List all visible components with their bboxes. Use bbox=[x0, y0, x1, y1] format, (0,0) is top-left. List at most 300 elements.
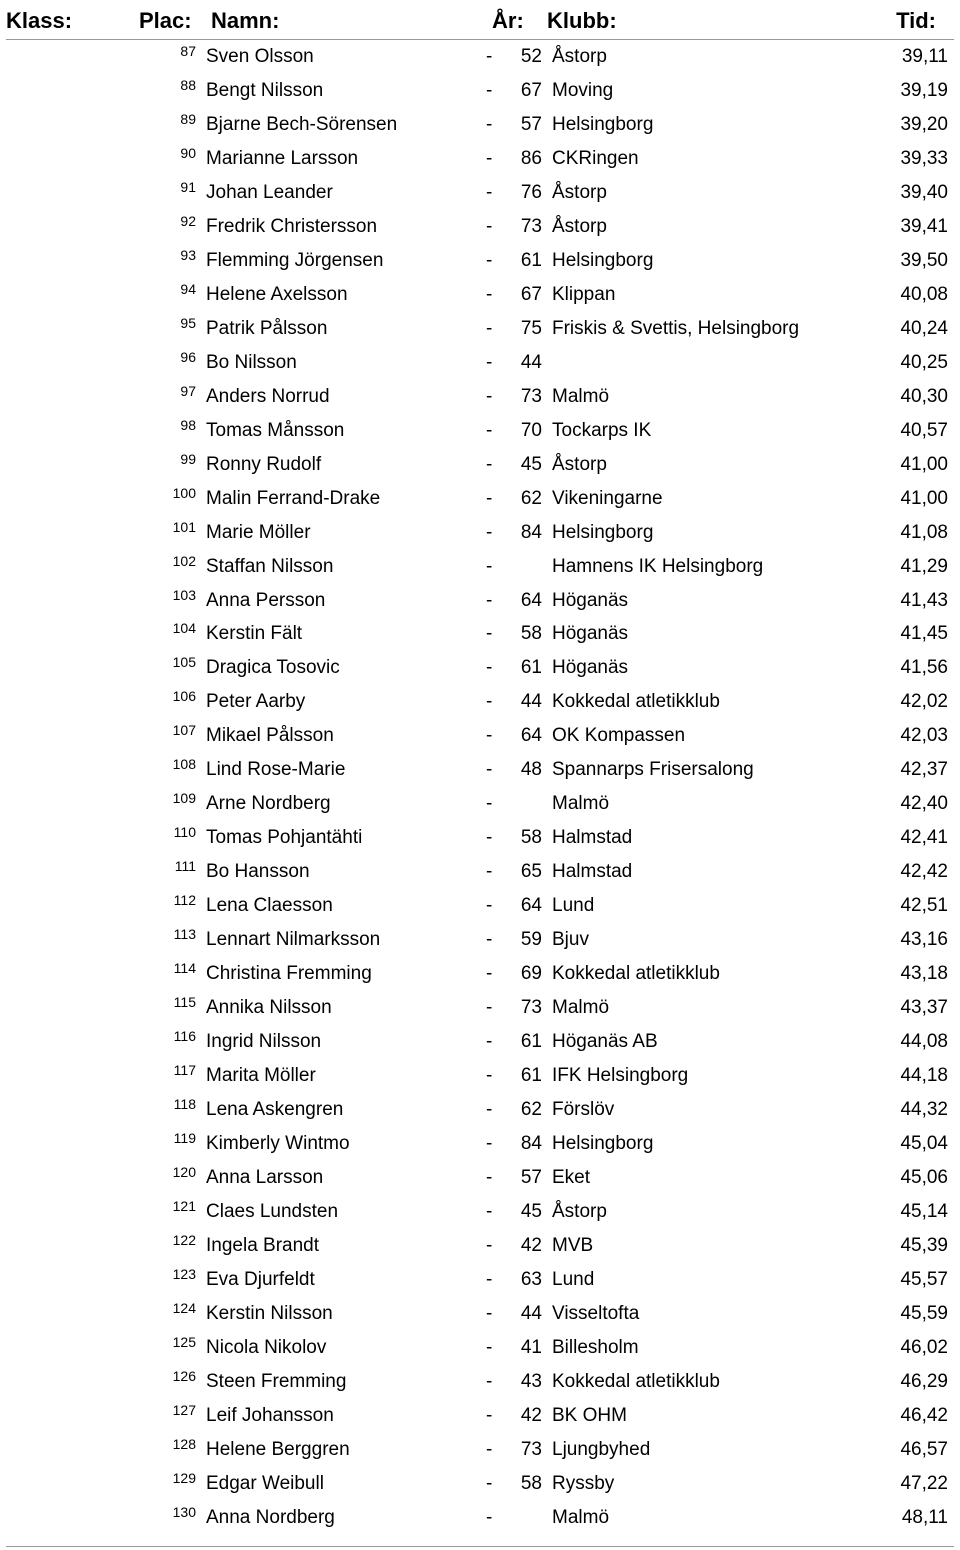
result-namn: Edgar Weibull bbox=[206, 1472, 324, 1494]
result-plac: 104 bbox=[172, 620, 196, 637]
result-dash: - bbox=[486, 487, 493, 509]
result-ar: 44 bbox=[520, 351, 542, 373]
result-namn: Ingrid Nilsson bbox=[206, 1031, 322, 1053]
result-plac: 90 bbox=[180, 144, 196, 161]
result-dash: - bbox=[486, 1065, 493, 1087]
result-plac: 125 bbox=[172, 1333, 196, 1350]
result-plac: 100 bbox=[172, 484, 196, 501]
result-klubb: Billesholm bbox=[552, 1336, 639, 1358]
result-ar: 45 bbox=[520, 1200, 542, 1222]
result-row bbox=[0, 1433, 960, 1467]
result-tid: 46,42 bbox=[900, 1404, 948, 1426]
result-tid: 45,06 bbox=[900, 1167, 948, 1188]
result-klubb: Ljungbyhed bbox=[552, 1438, 651, 1460]
result-row bbox=[0, 516, 960, 550]
result-plac: 92 bbox=[180, 212, 196, 229]
result-plac: 97 bbox=[180, 382, 196, 399]
result-klubb: Friskis & Svettis, Helsingborg bbox=[552, 317, 800, 339]
result-plac: 93 bbox=[180, 246, 196, 263]
header-ar: År: bbox=[492, 8, 524, 33]
result-tid: 45,57 bbox=[900, 1268, 948, 1290]
result-namn: Marianne Larsson bbox=[206, 147, 359, 169]
result-tid: 40,25 bbox=[900, 351, 948, 373]
result-plac: 119 bbox=[173, 1130, 196, 1147]
result-dash: - bbox=[486, 1336, 493, 1358]
result-tid: 39,20 bbox=[900, 113, 948, 135]
result-row bbox=[0, 651, 960, 685]
result-dash: - bbox=[486, 1404, 493, 1426]
result-plac: 117 bbox=[173, 1062, 196, 1079]
result-ar: 58 bbox=[520, 827, 542, 849]
result-klubb: BK OHM bbox=[552, 1404, 627, 1426]
result-dash: - bbox=[486, 351, 493, 373]
result-dash: - bbox=[486, 385, 493, 407]
result-tid: 43,37 bbox=[900, 997, 948, 1019]
result-klubb: IFK Helsingborg bbox=[552, 1065, 689, 1087]
result-klubb: Halmstad bbox=[552, 827, 633, 849]
result-namn: Marie Möller bbox=[206, 521, 311, 543]
result-klubb: Kokkedal atletikklub bbox=[552, 1370, 720, 1392]
result-tid: 40,24 bbox=[900, 317, 948, 339]
result-namn: Anders Norrud bbox=[206, 385, 330, 407]
result-ar: 62 bbox=[520, 487, 542, 509]
result-namn: Marita Möller bbox=[206, 1065, 316, 1087]
result-plac: 129 bbox=[172, 1469, 196, 1486]
result-namn: Lena Claesson bbox=[206, 895, 333, 917]
result-dash: - bbox=[486, 963, 493, 985]
result-dash: - bbox=[486, 861, 493, 883]
result-dash: - bbox=[486, 1200, 493, 1222]
result-namn: Staffan Nilsson bbox=[206, 555, 334, 577]
result-klubb: Halmstad bbox=[552, 861, 633, 883]
result-dash: - bbox=[486, 1370, 493, 1392]
result-tid: 46,02 bbox=[900, 1336, 948, 1358]
result-klubb: Höganäs bbox=[552, 623, 629, 645]
result-namn: Flemming Jörgensen bbox=[206, 249, 384, 271]
result-row bbox=[0, 1093, 960, 1127]
result-ar: 42 bbox=[520, 1234, 542, 1256]
result-klubb: Eket bbox=[552, 1167, 591, 1188]
result-tid: 44,32 bbox=[900, 1099, 948, 1121]
result-namn: Bo Hansson bbox=[206, 861, 310, 883]
result-dash: - bbox=[486, 147, 493, 169]
result-klubb: OK Kompassen bbox=[552, 725, 686, 747]
result-tid: 45,59 bbox=[900, 1302, 948, 1324]
result-dash: - bbox=[486, 249, 493, 271]
result-row bbox=[0, 346, 960, 380]
header-namn: Namn: bbox=[211, 8, 280, 33]
result-dash: - bbox=[486, 521, 493, 543]
result-row bbox=[0, 380, 960, 414]
result-dash: - bbox=[486, 1472, 493, 1494]
result-namn: Lena Askengren bbox=[206, 1099, 344, 1121]
result-dash: - bbox=[486, 1302, 493, 1324]
result-tid: 47,22 bbox=[900, 1472, 948, 1494]
result-klubb: Malmö bbox=[552, 997, 610, 1019]
result-klubb: Malmö bbox=[552, 793, 610, 815]
result-klubb: Åstorp bbox=[552, 215, 607, 237]
result-namn: Johan Leander bbox=[206, 181, 333, 203]
result-namn: Malin Ferrand-Drake bbox=[206, 487, 381, 509]
result-tid: 39,41 bbox=[900, 215, 948, 237]
result-plac: 102 bbox=[172, 552, 196, 569]
result-klubb: Höganäs AB bbox=[552, 1031, 658, 1053]
result-row bbox=[0, 617, 960, 651]
result-row bbox=[0, 1059, 960, 1093]
result-row bbox=[0, 482, 960, 516]
result-ar: 44 bbox=[520, 691, 542, 713]
result-plac: 89 bbox=[180, 110, 196, 127]
header-klubb: Klubb: bbox=[547, 8, 617, 33]
result-tid: 39,19 bbox=[900, 79, 948, 101]
result-klubb: Höganäs bbox=[552, 657, 629, 679]
result-plac: 123 bbox=[172, 1265, 196, 1282]
result-plac: 127 bbox=[172, 1401, 196, 1418]
result-klubb: Höganäs bbox=[552, 589, 629, 611]
result-ar: 70 bbox=[520, 419, 542, 441]
result-klubb: Åstorp bbox=[552, 453, 607, 475]
result-ar: 57 bbox=[520, 1167, 542, 1188]
result-ar: 42 bbox=[520, 1404, 542, 1426]
result-klubb: Spannarps Frisersalong bbox=[552, 759, 754, 781]
result-row bbox=[0, 142, 960, 176]
result-plac: 128 bbox=[172, 1435, 196, 1452]
result-tid: 43,16 bbox=[900, 929, 948, 951]
result-plac: 121 bbox=[172, 1197, 196, 1214]
result-row bbox=[0, 957, 960, 991]
result-namn: Tomas Pohjantähti bbox=[206, 827, 363, 849]
result-row bbox=[0, 787, 960, 821]
result-namn: Anna Persson bbox=[206, 589, 326, 611]
result-namn: Patrik Pålsson bbox=[206, 317, 328, 339]
result-row bbox=[0, 414, 960, 448]
result-tid: 43,18 bbox=[900, 963, 948, 985]
result-klubb: Kokkedal atletikklub bbox=[552, 691, 720, 713]
result-row bbox=[0, 278, 960, 312]
result-tid: 39,40 bbox=[900, 181, 948, 203]
result-plac: 94 bbox=[180, 280, 196, 297]
result-plac: 118 bbox=[173, 1096, 196, 1113]
result-row bbox=[0, 244, 960, 278]
result-plac: 106 bbox=[172, 688, 196, 705]
result-ar: 57 bbox=[520, 113, 542, 135]
result-namn: Eva Djurfeldt bbox=[206, 1268, 315, 1290]
result-row bbox=[0, 991, 960, 1025]
result-plac: 88 bbox=[180, 76, 196, 93]
result-plac: 109 bbox=[172, 790, 196, 807]
result-namn: Kimberly Wintmo bbox=[206, 1133, 350, 1155]
result-klubb: Tockarps IK bbox=[552, 419, 652, 441]
result-dash: - bbox=[486, 1099, 493, 1121]
result-ar: 73 bbox=[520, 1438, 542, 1460]
result-dash: - bbox=[486, 691, 493, 713]
result-dash: - bbox=[486, 419, 493, 441]
result-dash: - bbox=[486, 1167, 493, 1188]
result-row bbox=[0, 1331, 960, 1365]
footer-divider bbox=[6, 1546, 954, 1547]
result-ar: 84 bbox=[520, 521, 542, 543]
result-ar: 67 bbox=[520, 79, 542, 101]
result-ar: 61 bbox=[520, 657, 542, 679]
result-tid: 41,29 bbox=[900, 555, 948, 577]
result-namn: Annika Nilsson bbox=[206, 997, 332, 1019]
result-klubb: Visseltofta bbox=[552, 1302, 640, 1324]
result-tid: 42,42 bbox=[900, 861, 948, 883]
result-ar: 62 bbox=[520, 1099, 542, 1121]
result-row bbox=[0, 1263, 960, 1297]
result-tid: 41,00 bbox=[900, 487, 948, 509]
result-row bbox=[0, 889, 960, 923]
result-tid: 40,57 bbox=[900, 419, 948, 441]
result-namn: Claes Lundsten bbox=[206, 1200, 339, 1222]
result-dash: - bbox=[486, 1268, 493, 1290]
result-namn: Ronny Rudolf bbox=[206, 453, 322, 475]
result-klubb: Helsingborg bbox=[552, 249, 654, 271]
result-dash: - bbox=[486, 725, 493, 747]
result-tid: 41,00 bbox=[900, 453, 948, 475]
result-dash: - bbox=[486, 215, 493, 237]
result-tid: 39,11 bbox=[901, 46, 948, 67]
result-row bbox=[0, 1127, 960, 1161]
result-plac: 98 bbox=[180, 416, 196, 433]
result-ar: 73 bbox=[520, 215, 542, 237]
result-plac: 126 bbox=[172, 1367, 196, 1384]
result-ar: 67 bbox=[520, 283, 542, 305]
result-namn: Bengt Nilsson bbox=[206, 79, 324, 101]
result-plac: 105 bbox=[172, 654, 196, 671]
result-row bbox=[0, 108, 960, 142]
result-dash: - bbox=[486, 657, 493, 679]
result-klubb: Klippan bbox=[552, 283, 616, 305]
result-ar: 44 bbox=[520, 1302, 542, 1324]
result-row bbox=[0, 1297, 960, 1331]
result-row bbox=[0, 1501, 960, 1535]
result-plac: 120 bbox=[172, 1164, 196, 1180]
result-tid: 41,45 bbox=[900, 623, 948, 645]
result-dash: - bbox=[486, 1133, 493, 1155]
result-row bbox=[0, 1195, 960, 1229]
result-namn: Bo Nilsson bbox=[206, 351, 297, 373]
result-ar: 73 bbox=[520, 385, 542, 407]
result-namn: Tomas Månsson bbox=[206, 419, 345, 441]
result-namn: Helene Berggren bbox=[206, 1438, 350, 1460]
result-dash: - bbox=[486, 113, 493, 135]
result-dash: - bbox=[486, 623, 493, 645]
result-namn: Bjarne Bech-Sörensen bbox=[206, 113, 398, 135]
result-row bbox=[0, 1229, 960, 1263]
result-klubb: Helsingborg bbox=[552, 521, 654, 543]
result-tid: 42,37 bbox=[900, 759, 948, 781]
result-row bbox=[0, 1467, 960, 1501]
result-namn: Ingela Brandt bbox=[206, 1234, 320, 1256]
result-dash: - bbox=[486, 79, 493, 101]
result-ar: 61 bbox=[520, 1031, 542, 1053]
result-ar: 61 bbox=[520, 1065, 542, 1087]
result-tid: 42,03 bbox=[900, 725, 948, 747]
result-row bbox=[0, 176, 960, 210]
result-klubb: Helsingborg bbox=[552, 113, 654, 135]
result-plac: 130 bbox=[172, 1503, 196, 1520]
result-plac: 91 bbox=[180, 178, 196, 195]
result-plac: 115 bbox=[173, 994, 196, 1011]
result-ar: 76 bbox=[520, 181, 542, 203]
result-ar: 63 bbox=[520, 1268, 542, 1290]
result-tid: 41,56 bbox=[900, 657, 948, 679]
result-tid: 42,51 bbox=[900, 895, 948, 917]
result-ar: 64 bbox=[520, 725, 542, 747]
result-tid: 46,29 bbox=[900, 1370, 948, 1392]
result-ar: 65 bbox=[520, 861, 542, 883]
result-namn: Sven Olsson bbox=[206, 46, 314, 67]
result-klubb: Åstorp bbox=[552, 46, 607, 67]
header-klass: Klass: bbox=[6, 8, 73, 33]
result-namn: Arne Nordberg bbox=[206, 793, 331, 815]
result-row bbox=[0, 1025, 960, 1059]
result-dash: - bbox=[486, 1234, 493, 1256]
result-tid: 44,18 bbox=[900, 1065, 948, 1087]
result-tid: 48,11 bbox=[901, 1506, 948, 1528]
result-ar: 41 bbox=[520, 1336, 542, 1358]
result-namn: Kerstin Fält bbox=[206, 623, 303, 645]
result-plac: 103 bbox=[172, 586, 196, 603]
result-klubb: Lund bbox=[552, 1268, 595, 1290]
result-klubb: Hamnens IK Helsingborg bbox=[552, 555, 764, 577]
result-ar: 59 bbox=[520, 929, 542, 951]
result-dash: - bbox=[486, 1438, 493, 1460]
result-ar: 58 bbox=[520, 623, 542, 645]
result-namn: Mikael Pålsson bbox=[206, 725, 334, 747]
result-dash: - bbox=[486, 997, 493, 1019]
result-klubb: Lund bbox=[552, 895, 595, 917]
results-header bbox=[0, 0, 960, 40]
result-ar: 64 bbox=[520, 895, 542, 917]
result-dash: - bbox=[486, 759, 493, 781]
result-klubb: Bjuv bbox=[552, 929, 589, 951]
result-row bbox=[0, 1365, 960, 1399]
result-plac: 101 bbox=[172, 518, 196, 535]
result-namn: Christina Fremming bbox=[206, 963, 372, 985]
result-tid: 42,02 bbox=[900, 691, 948, 713]
result-dash: - bbox=[486, 453, 493, 475]
result-ar: 84 bbox=[520, 1133, 542, 1155]
result-namn: Steen Fremming bbox=[206, 1370, 347, 1392]
result-dash: - bbox=[486, 46, 493, 67]
result-row bbox=[0, 448, 960, 482]
result-ar: 69 bbox=[520, 963, 542, 985]
result-klubb: Förslöv bbox=[552, 1099, 615, 1121]
result-ar: 64 bbox=[520, 589, 542, 611]
result-klubb: Malmö bbox=[552, 1506, 610, 1528]
result-namn: Lind Rose-Marie bbox=[206, 759, 346, 781]
result-row bbox=[0, 210, 960, 244]
result-row bbox=[0, 584, 960, 618]
result-namn: Peter Aarby bbox=[206, 691, 306, 713]
result-namn: Dragica Tosovic bbox=[206, 657, 340, 679]
result-tid: 46,57 bbox=[900, 1438, 948, 1460]
result-namn: Fredrik Christersson bbox=[206, 215, 378, 237]
result-plac: 107 bbox=[172, 722, 196, 739]
result-row bbox=[0, 719, 960, 753]
result-plac: 114 bbox=[173, 960, 196, 977]
result-row bbox=[0, 753, 960, 787]
result-plac: 112 bbox=[173, 892, 196, 909]
result-tid: 39,50 bbox=[900, 249, 948, 271]
result-tid: 40,30 bbox=[900, 385, 948, 407]
result-row bbox=[0, 923, 960, 957]
result-ar: 45 bbox=[520, 453, 542, 475]
result-plac: 122 bbox=[172, 1231, 196, 1248]
result-dash: - bbox=[486, 181, 493, 203]
result-ar: 52 bbox=[520, 46, 542, 67]
result-klubb: Åstorp bbox=[552, 1200, 607, 1222]
header-tid: Tid: bbox=[896, 8, 936, 33]
result-tid: 44,08 bbox=[900, 1031, 948, 1053]
result-tid: 41,43 bbox=[900, 589, 948, 611]
result-dash: - bbox=[486, 929, 493, 951]
result-namn: Lennart Nilmarksson bbox=[206, 929, 381, 951]
result-row bbox=[0, 74, 960, 108]
result-row bbox=[0, 821, 960, 855]
result-namn: Kerstin Nilsson bbox=[206, 1302, 333, 1324]
result-dash: - bbox=[486, 1031, 493, 1053]
result-tid: 45,04 bbox=[900, 1133, 948, 1155]
result-tid: 45,39 bbox=[900, 1234, 948, 1256]
result-klubb: Moving bbox=[552, 79, 614, 101]
result-dash: - bbox=[486, 555, 493, 577]
result-ar: 58 bbox=[520, 1472, 542, 1494]
result-ar: 48 bbox=[520, 759, 542, 781]
result-dash: - bbox=[486, 317, 493, 339]
result-tid: 41,08 bbox=[900, 521, 948, 543]
result-klubb: Malmö bbox=[552, 385, 610, 407]
result-ar: 86 bbox=[520, 147, 542, 169]
result-plac: 124 bbox=[172, 1299, 196, 1316]
result-row bbox=[0, 1399, 960, 1433]
result-klubb: Åstorp bbox=[552, 181, 607, 203]
header-plac: Plac: bbox=[139, 8, 192, 33]
result-row bbox=[0, 855, 960, 889]
result-row bbox=[0, 550, 960, 584]
result-tid: 42,40 bbox=[900, 793, 948, 815]
result-tid: 40,08 bbox=[900, 283, 948, 305]
result-plac: 110 bbox=[173, 824, 196, 841]
result-plac: 96 bbox=[180, 348, 196, 365]
result-row bbox=[0, 312, 960, 346]
result-ar: 75 bbox=[520, 317, 542, 339]
result-ar: 61 bbox=[520, 249, 542, 271]
result-dash: - bbox=[486, 793, 493, 815]
result-row bbox=[0, 1161, 960, 1195]
result-plac: 95 bbox=[180, 314, 196, 331]
result-namn: Helene Axelsson bbox=[206, 283, 348, 305]
result-ar: 73 bbox=[520, 997, 542, 1019]
result-klubb: MVB bbox=[552, 1234, 594, 1256]
result-plac: 111 bbox=[174, 858, 196, 875]
result-plac: 87 bbox=[180, 43, 196, 59]
result-klubb: CKRingen bbox=[552, 147, 639, 169]
result-klubb: Vikeningarne bbox=[552, 487, 663, 509]
result-plac: 108 bbox=[172, 756, 196, 773]
result-dash: - bbox=[486, 1506, 493, 1528]
result-namn: Anna Nordberg bbox=[206, 1506, 335, 1528]
result-tid: 39,33 bbox=[900, 147, 948, 169]
result-row bbox=[0, 40, 960, 74]
result-klubb: Helsingborg bbox=[552, 1133, 654, 1155]
result-dash: - bbox=[486, 827, 493, 849]
result-klubb: Kokkedal atletikklub bbox=[552, 963, 720, 985]
result-klubb: Ryssby bbox=[552, 1472, 615, 1494]
result-namn: Anna Larsson bbox=[206, 1167, 324, 1188]
